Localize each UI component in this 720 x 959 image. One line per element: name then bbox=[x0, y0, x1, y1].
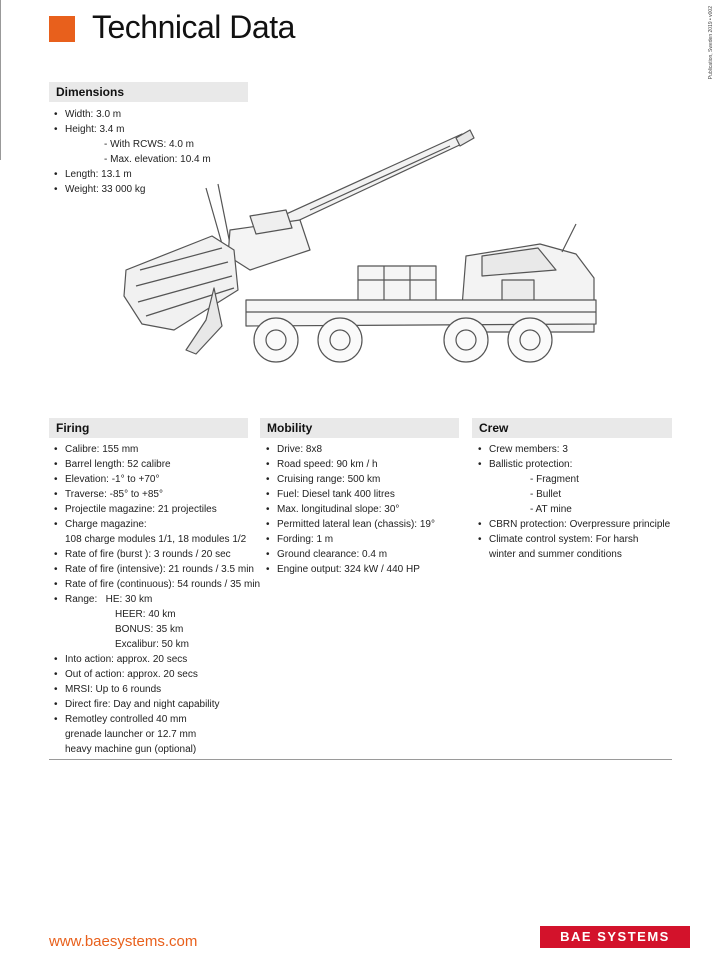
mobility-cruising-range: • Cruising range: 500 km bbox=[266, 472, 435, 487]
crew-cbrn-protection: • CBRN protection: Overpressure principle bbox=[478, 517, 670, 532]
dimensions-heading: Dimensions bbox=[49, 82, 248, 102]
bae-systems-logo: BAE SYSTEMS bbox=[540, 926, 690, 948]
firing-calibre: • Calibre: 155 mm bbox=[54, 442, 260, 457]
firing-barrel-length: • Barrel length: 52 calibre bbox=[54, 457, 260, 472]
remote-weapon-line3: heavy machine gun (optional) bbox=[65, 744, 197, 755]
firing-heading: Firing bbox=[49, 418, 248, 438]
artillery-vehicle-illustration bbox=[110, 120, 610, 370]
firing-direct-fire: • Direct fire: Day and night capability bbox=[54, 697, 260, 712]
mobility-longitudinal-slope: • Max. longitudinal slope: 30° bbox=[266, 502, 435, 517]
range-label: Range: bbox=[65, 594, 98, 605]
crew-list bbox=[478, 442, 670, 562]
dimension-height-max: - Max. elevation: 10.4 m bbox=[104, 154, 211, 165]
mobility-lateral-lean: • Permitted lateral lean (chassis): 19° bbox=[266, 517, 435, 532]
firing-out-of-action: • Out of action: approx. 20 secs bbox=[54, 667, 260, 682]
mobility-engine-output: • Engine output: 324 kW / 440 HP bbox=[266, 562, 435, 577]
range-heer: HEER: 40 km bbox=[115, 609, 176, 620]
remote-weapon-line2: grenade launcher or 12.7 mm bbox=[65, 729, 197, 740]
page-edge-mark bbox=[0, 0, 1, 160]
range-excalibur: Excalibur: 50 km bbox=[115, 639, 189, 650]
firing-range bbox=[54, 592, 260, 652]
mobility-heading: Mobility bbox=[260, 418, 459, 438]
ballistic-bullet: - Bullet bbox=[530, 489, 562, 500]
mobility-list bbox=[266, 442, 435, 577]
climate-control-line1: • Climate control system: For harsh bbox=[489, 534, 639, 545]
ballistic-fragment: - Fragment bbox=[530, 474, 579, 485]
range-he: HE: 30 km bbox=[105, 594, 153, 605]
crew-ballistic-protection: • Ballistic protection: bbox=[478, 457, 670, 472]
charge-magazine-label: • Charge magazine: bbox=[65, 519, 147, 530]
firing-remote-weapon bbox=[54, 712, 260, 757]
dimension-length: • Length: 13.1 m bbox=[54, 167, 211, 182]
firing-rate-burst: • Rate of fire (burst ): 3 rounds / 20 sec bbox=[54, 547, 260, 562]
firing-into-action: • Into action: approx. 20 secs bbox=[54, 652, 260, 667]
firing-charge-magazine bbox=[54, 517, 260, 547]
mobility-ground-clearance: • Ground clearance: 0.4 m bbox=[266, 547, 435, 562]
range-bonus: BONUS: 35 km bbox=[115, 624, 184, 635]
crew-members: • Crew members: 3 bbox=[478, 442, 670, 457]
dimension-weight: • Weight: 33 000 kg bbox=[54, 182, 211, 197]
firing-elevation: • Elevation: -1° to +70° bbox=[54, 472, 260, 487]
remote-weapon-line1: • Remotley controlled 40 mm bbox=[65, 714, 187, 725]
crew-climate-control bbox=[478, 532, 670, 562]
firing-rate-intensive: • Rate of fire (intensive): 21 rounds / 3.5 min bbox=[54, 562, 260, 577]
dimension-width: • Width: 3.0 m bbox=[54, 107, 211, 122]
dimension-height: • Height: 3.4 m bbox=[54, 122, 211, 137]
firing-mrsi: • MRSI: Up to 6 rounds bbox=[54, 682, 260, 697]
mobility-fuel: • Fuel: Diesel tank 400 litres bbox=[266, 487, 435, 502]
mobility-drive: • Drive: 8x8 bbox=[266, 442, 435, 457]
crew-heading: Crew bbox=[472, 418, 672, 438]
ballistic-at-mine: - AT mine bbox=[530, 504, 572, 515]
mobility-fording: • Fording: 1 m bbox=[266, 532, 435, 547]
charge-magazine-detail: 108 charge modules 1/1, 18 modules 1/2 bbox=[65, 534, 247, 545]
climate-control-line2: winter and summer conditions bbox=[489, 549, 622, 560]
firing-rate-continuous: • Rate of fire (continuous): 54 rounds / 35 min bbox=[54, 577, 260, 592]
mobility-road-speed: • Road speed: 90 km / h bbox=[266, 457, 435, 472]
publication-code: Publication, Sweden 2019 • v002 bbox=[708, 6, 714, 80]
firing-traverse: • Traverse: -85° to +85° bbox=[54, 487, 260, 502]
firing-list bbox=[54, 442, 260, 757]
footer-divider bbox=[49, 759, 672, 760]
dimension-height-rcws: - With RCWS: 4.0 m bbox=[104, 139, 195, 150]
page-title: Technical Data bbox=[92, 9, 295, 45]
brand-square-icon bbox=[49, 16, 75, 42]
firing-projectile-magazine: • Projectile magazine: 21 projectiles bbox=[54, 502, 260, 517]
website-link[interactable]: www.baesystems.com bbox=[49, 933, 198, 950]
